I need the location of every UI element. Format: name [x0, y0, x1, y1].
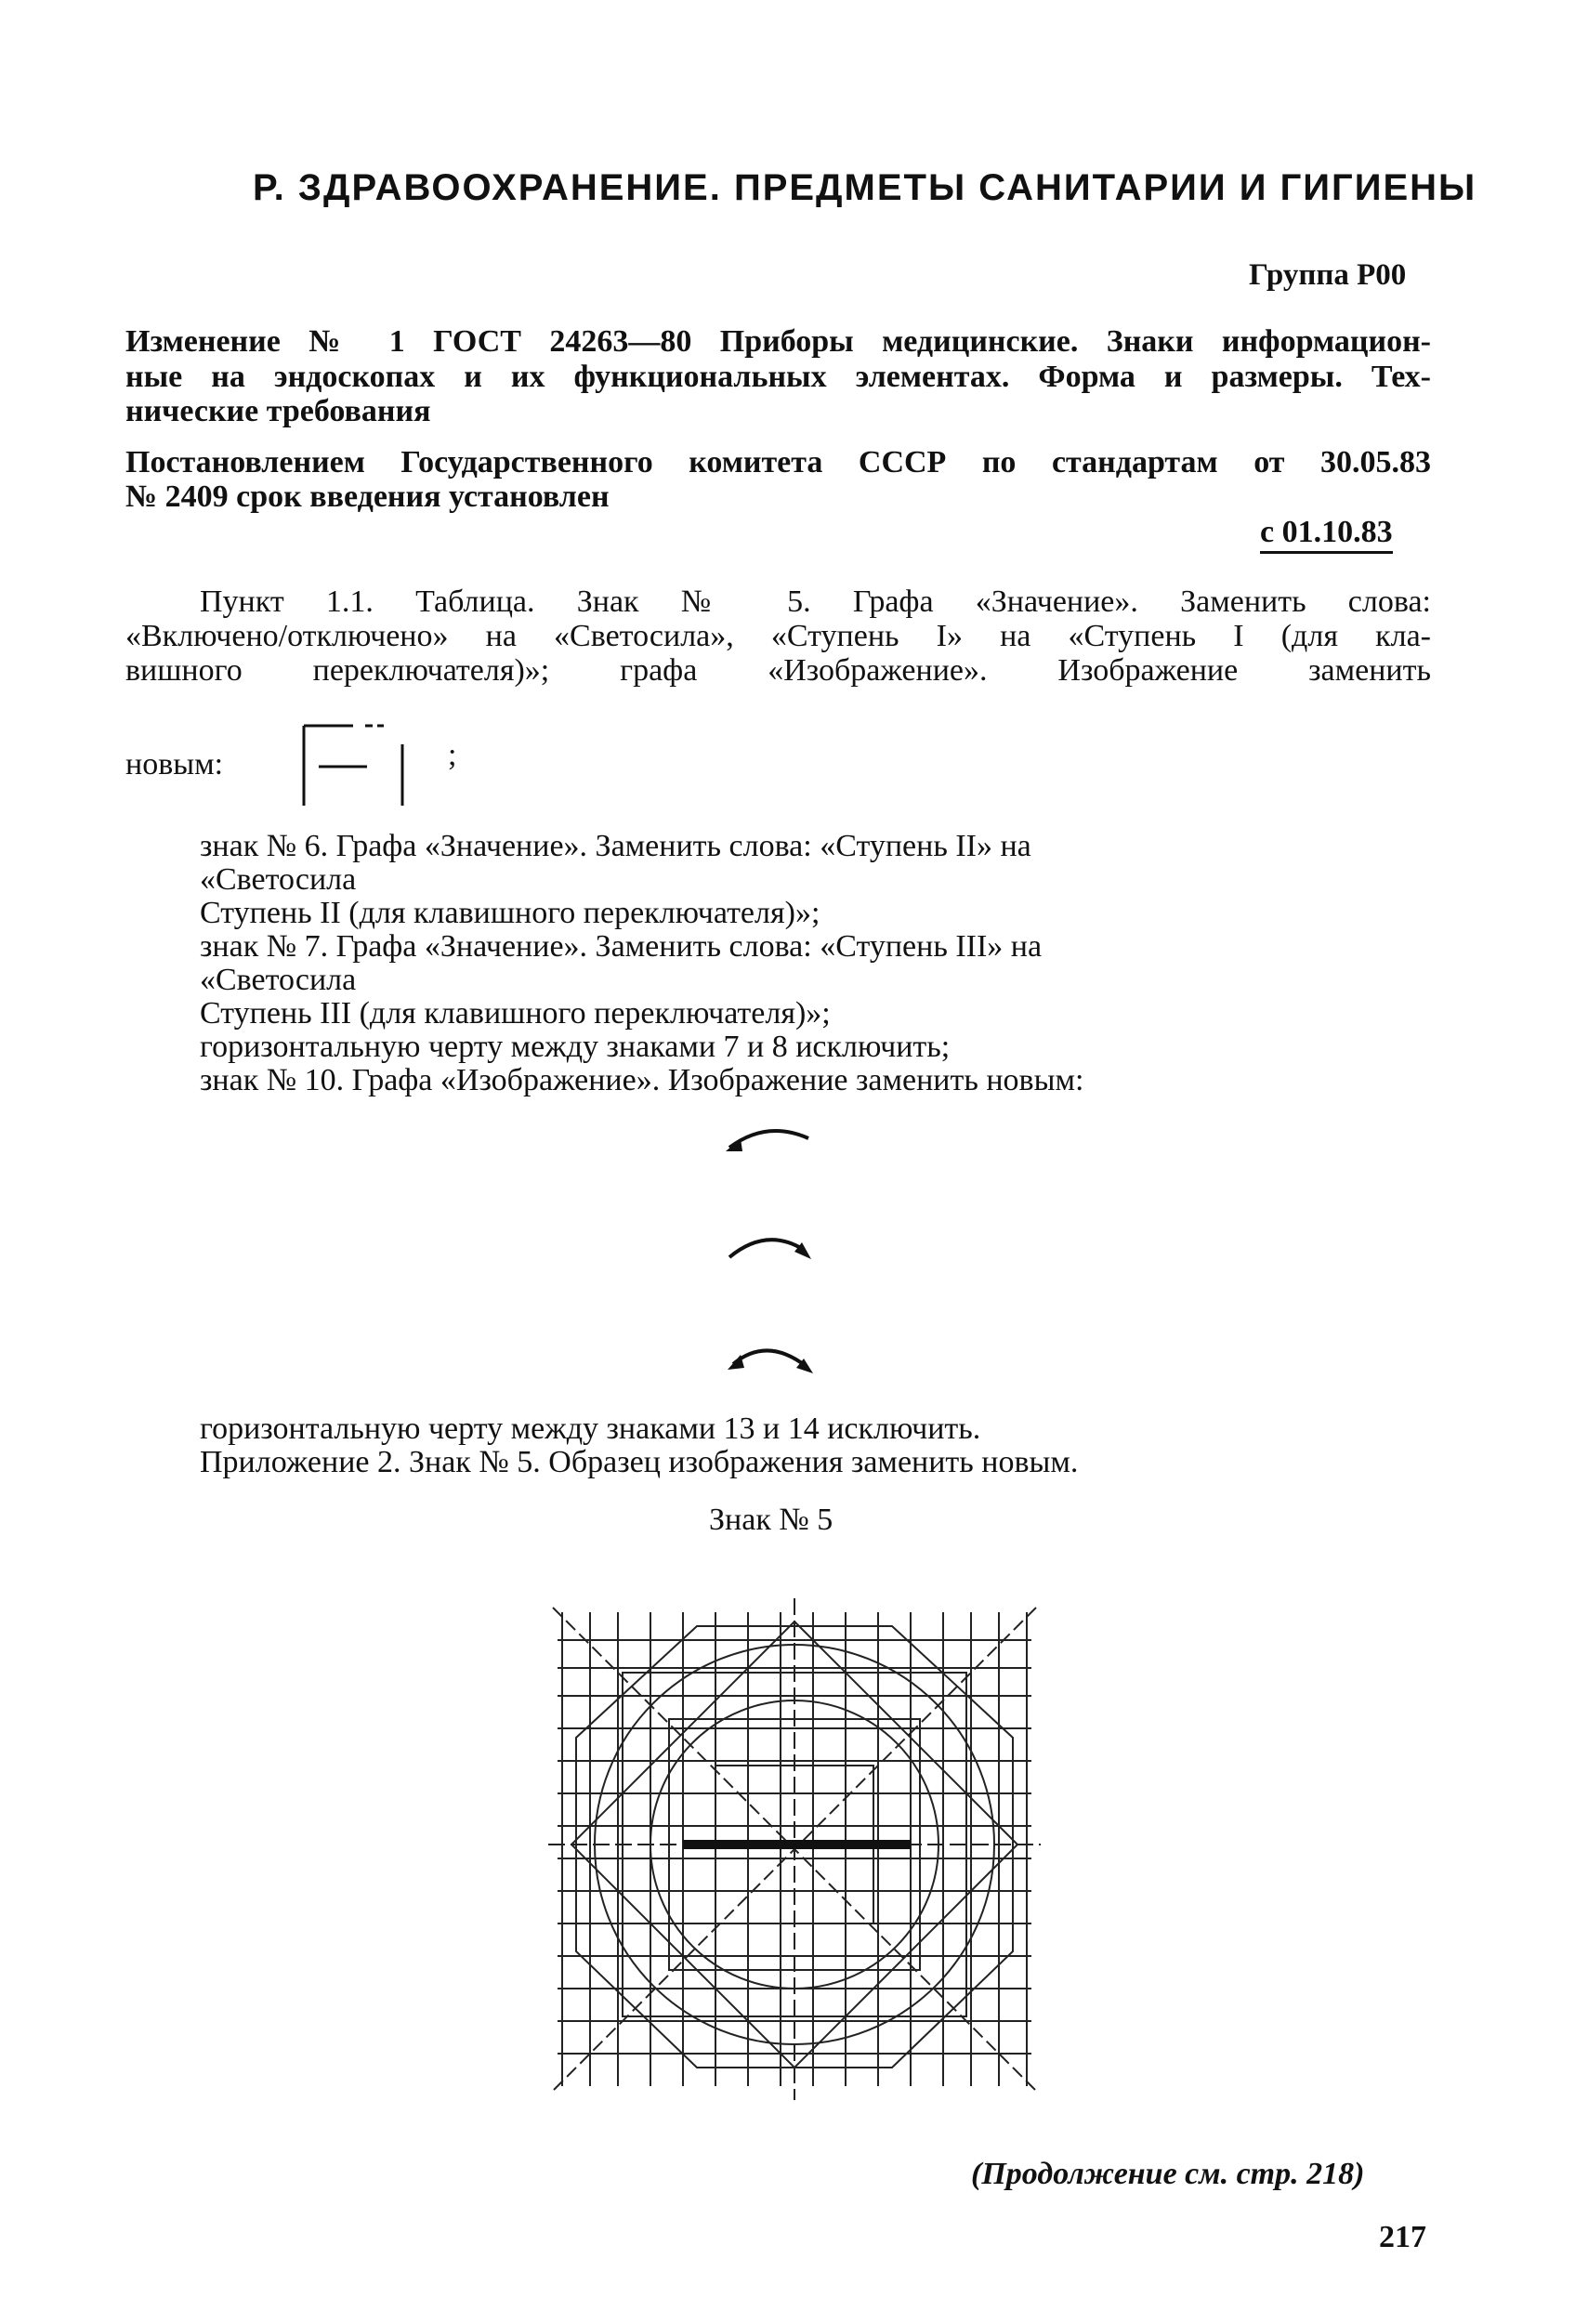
p1-line-2: «Включено/отключено» на «Светосила», «Ступень I» на «Ступень I (для кла- [125, 619, 1431, 653]
section-title: Р. ЗДРАВООХРАНЕНИЕ. ПРЕДМЕТЫ САНИТАРИИ И ГИГИЕНЫ [253, 167, 1477, 208]
page-number: 217 [1379, 2220, 1426, 2254]
arrow-left-curve-icon [720, 1110, 822, 1166]
sign6-svetosila: «Светосила [200, 862, 357, 897]
sign5-construction-drawing [548, 1598, 1041, 2100]
change-title-line-2: ные на эндоскопах и их функциональных элементах. Форма и размеры. Тех- [125, 360, 1431, 394]
sign10-line: знак № 10. Графа «Изображение». Изображение заменить новым: [200, 1063, 1084, 1097]
sign6-step: Ступень II (для клавишного переключателя)»; [200, 896, 820, 930]
new-label: новым: [125, 747, 224, 781]
p1-line-1: Пункт 1.1. Таблица. Знак № 5. Графа «Значение». Заменить слова: [200, 584, 1431, 619]
semicolon: ; [448, 738, 457, 772]
decree-line-1: Постановлением Государственного комитета СССР по стандартам от 30.05.83 [125, 445, 1431, 479]
decree-line-2: № 2409 срок введения установлен [125, 479, 610, 514]
sign7-line: знак № 7. Графа «Значение». Заменить слова: «Ступень III» на [200, 929, 1043, 964]
remove-line-7-8: горизонтальную черту между знаками 7 и 8 исключить; [200, 1030, 951, 1064]
sign7-svetosila: «Светосила [200, 963, 357, 997]
appendix-line: Приложение 2. Знак № 5. Образец изображения заменить новым. [200, 1445, 1079, 1479]
arrow-right-curve-icon [720, 1222, 822, 1278]
change-title-line-3: нические требования [125, 394, 431, 428]
continuation-note: (Продолжение см. стр. 218) [971, 2157, 1365, 2191]
arrow-both-curve-icon [720, 1329, 822, 1394]
change-title-line-1: Изменение № 1 ГОСТ 24263—80 Приборы медицинские. Знаки информацион- [125, 324, 1431, 359]
p1-line-3: вишного переключателя)»; графа «Изображение». Изображение заменить [125, 653, 1431, 688]
sign7-step: Ступень III (для клавишного переключателя)»; [200, 996, 831, 1031]
figure-caption: Знак № 5 [709, 1503, 833, 1537]
decree-date: с 01.10.83 [1260, 516, 1393, 554]
remove-line-13-14: горизонтальную черту между знаками 13 и 14 исключить. [200, 1411, 981, 1446]
sign6-line: знак № 6. Графа «Значение». Заменить слова: «Ступень II» на [200, 829, 1031, 863]
group-code: Группа Р00 [1249, 258, 1407, 292]
switch-symbol-icon [293, 720, 432, 808]
